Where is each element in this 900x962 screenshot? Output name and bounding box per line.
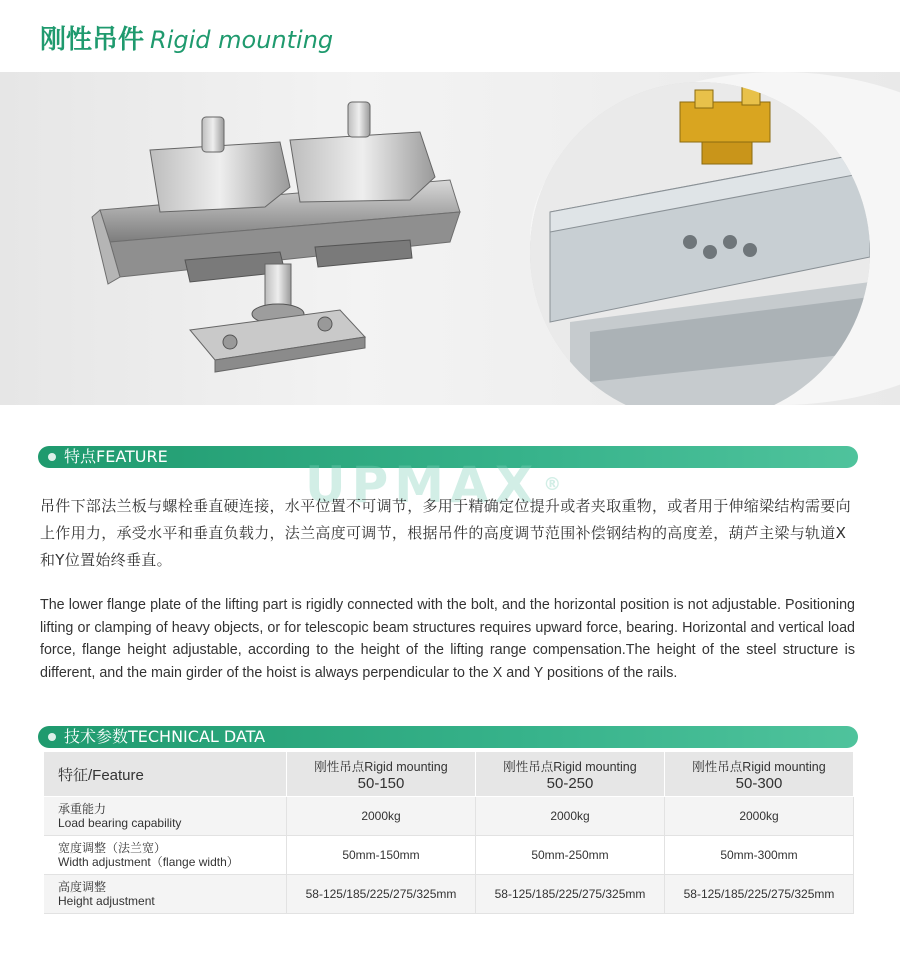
- watermark-text: UPMAX: [305, 456, 540, 514]
- page-title: [40, 20, 333, 60]
- row-label-cn: 高度调整: [58, 880, 107, 894]
- header-col-1: [287, 752, 476, 797]
- row-label-en: Width adjustment（flange width）: [58, 855, 239, 869]
- table-cell: 50mm-150mm: [287, 836, 476, 875]
- col-3-model: 50-300: [735, 774, 783, 792]
- rail-mount-circle: [530, 82, 870, 405]
- table-cell: 2000kg: [665, 797, 854, 836]
- technical-data-table: [44, 752, 854, 914]
- row-label: [44, 836, 287, 875]
- row-label-cn: 承重能力: [58, 802, 107, 816]
- feature-heading: 特点FEATURE: [64, 447, 168, 466]
- table-cell: 2000kg: [476, 797, 665, 836]
- header-col-3: [665, 752, 854, 797]
- col-2-name: 刚性吊点Rigid mounting: [503, 759, 637, 774]
- table-cell: 2000kg: [287, 797, 476, 836]
- feature-en-paragraph: The lower flange plate of the lifting part is rigidly connected with the bolt, and the horizontal position is not adjustable. Positioning lifting or clamping of heavy objects, or for telescopic beam structures requires upward force, bearing. Horizontal and vertical load force, flange height adjustable, according to the height of the lifting range compensation.The height of the steel structure is different, and the main girder of the hoist is always perpendicular to the X and Y positions of the rails.: [40, 597, 855, 681]
- table-row: [44, 797, 854, 836]
- table-header-row: [44, 752, 854, 797]
- table-cell: 58-125/185/225/275/325mm: [476, 875, 665, 914]
- row-label-en: Load bearing capability: [58, 816, 182, 830]
- col-1-model: 50-150: [357, 774, 405, 792]
- bullet-icon: [48, 453, 56, 461]
- row-label-en: Height adjustment: [58, 894, 155, 908]
- technical-heading: 技术参数TECHNICAL DATA: [64, 727, 266, 746]
- header-col-2: [476, 752, 665, 797]
- table-cell: 50mm-300mm: [665, 836, 854, 875]
- col-3-name: 刚性吊点Rigid mounting: [692, 759, 826, 774]
- col-2-model: 50-250: [546, 774, 594, 792]
- hero-banner: [0, 72, 900, 405]
- header-feature: 特征/Feature: [44, 752, 287, 797]
- title-en: Rigid mounting: [150, 26, 334, 54]
- row-label: [44, 797, 287, 836]
- table-cell: 58-125/185/225/275/325mm: [287, 875, 476, 914]
- bullet-icon: [48, 733, 56, 741]
- table-row: [44, 836, 854, 875]
- table-row: [44, 875, 854, 914]
- rigid-mount-photo: [90, 92, 470, 392]
- col-1-name: 刚性吊点Rigid mounting: [314, 759, 448, 774]
- registered-mark: ®: [543, 474, 568, 495]
- row-label: [44, 875, 287, 914]
- row-label-cn: 宽度调整（法兰宽）: [58, 841, 167, 855]
- technical-section-bar: [38, 726, 858, 748]
- title-cn: 刚性吊件: [40, 25, 145, 55]
- rail-mount-photo: [530, 82, 870, 405]
- table-cell: 58-125/185/225/275/325mm: [665, 875, 854, 914]
- table-cell: 50mm-250mm: [476, 836, 665, 875]
- feature-cn-paragraph: 吊件下部法兰板与螺栓垂直硬连接，水平位置不可调节，多用于精确定位提升或者夹取重物，或者用于伸缩梁结构需要向上作用力，承受水平和垂直负载力，法兰高度可调节，根据吊件的高度调节范围补偿钢结构的高度差，葫芦主梁与轨道X和Y位置始终垂直。: [40, 497, 851, 569]
